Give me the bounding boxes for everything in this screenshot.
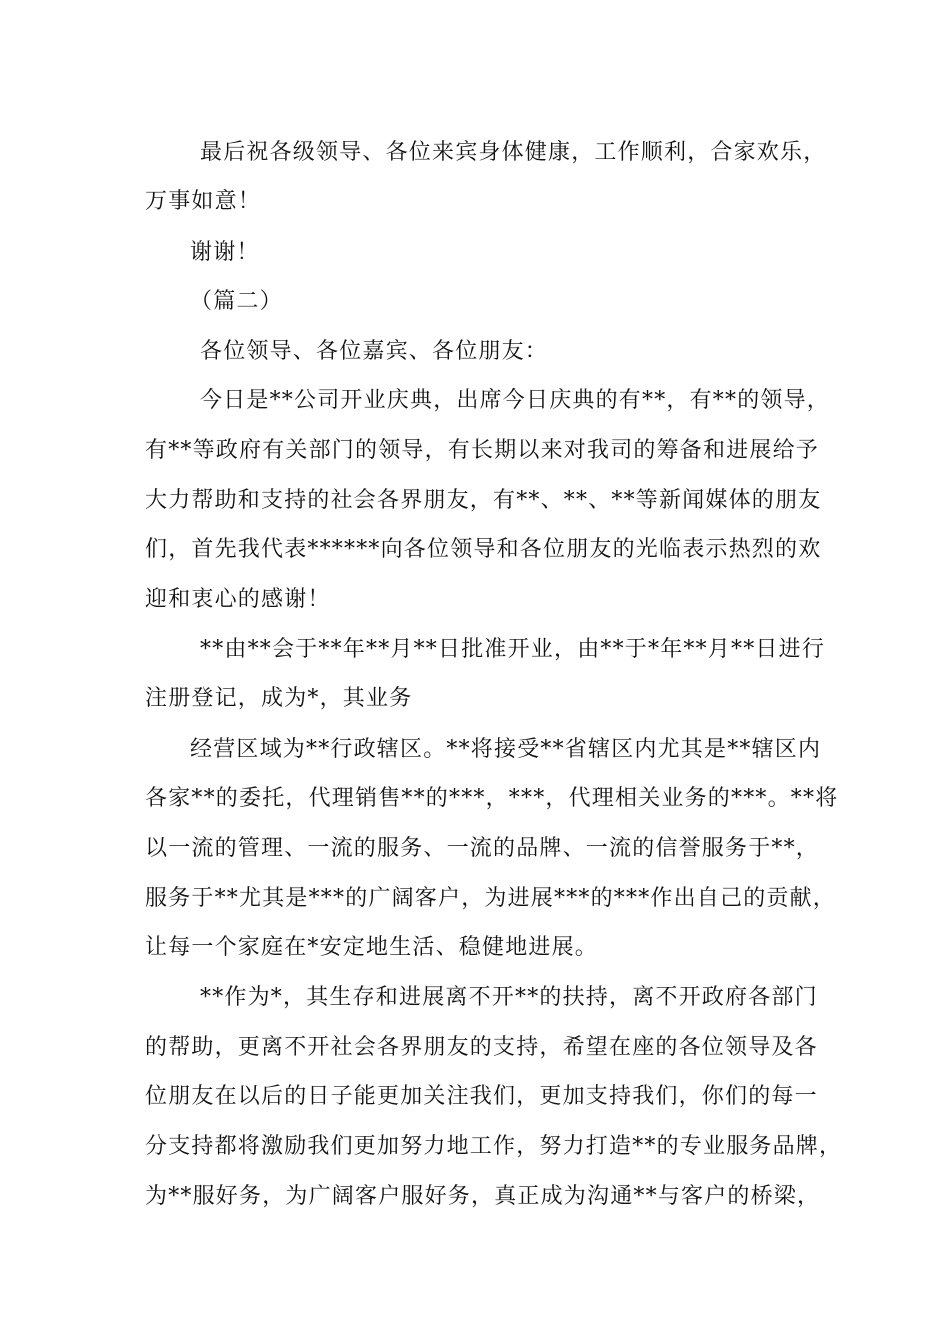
salutation: 各位领导、各位嘉宾、各位朋友： — [200, 339, 549, 364]
text-line-11: **由**会于**年**月**日批准开业，由**于*年**月**日进行 — [200, 637, 826, 662]
text-line-15: 以一流的管理、一流的服务、一流的品牌、一流的信誉服务于**， — [145, 836, 820, 861]
text-line-12: 注册登记，成为*，其业务 — [145, 686, 413, 711]
text-line-14: 各家**的委托，代理销售**的***，***，代理相关业务的***。**将 — [145, 786, 839, 811]
text-line-2: 万事如意！ — [145, 189, 262, 214]
text-line-9: 们，首先我代表******向各位领导和各位朋友的光临表示热烈的欢 — [145, 537, 822, 562]
text-line-6: 今日是**公司开业庆典，出席今日庆典的有**，有**的领导， — [200, 388, 831, 413]
text-line-18: **作为*，其生存和进展离不开**的扶持，离不开政府各部门 — [200, 985, 818, 1010]
text-line-17: 让每一个家庭在*安定地生活、稳健地进展。 — [145, 935, 599, 960]
section-heading: （篇二） — [190, 289, 283, 314]
text-line-16: 服务于**尤其是***的广阔客户，为进展***的***作出自己的贡献， — [145, 886, 837, 911]
text-line-8: 大力帮助和支持的社会各界朋友，有**、**、**等新闻媒体的朋友 — [145, 488, 822, 513]
text-line-21: 分支持都将激励我们更加努力地工作，努力打造**的专业服务品牌， — [145, 1134, 843, 1159]
text-line-1: 最后祝各级领导、各位来宾身体健康，工作顺利，合家欢乐， — [200, 140, 827, 165]
text-line-13: 经营区域为**行政辖区。**将接受**省辖区内尤其是**辖区内 — [190, 737, 822, 762]
text-line-3: 谢谢！ — [190, 240, 260, 265]
text-line-7: 有**等政府有关部门的领导，有长期以来对我司的筹备和进展给予 — [145, 438, 820, 463]
text-line-22: 为**服好务，为广阔客户服好务，真正成为沟通**与客户的桥梁， — [145, 1184, 821, 1209]
text-line-19: 的帮助，更离不开社会各界朋友的支持，希望在座的各位领导及各 — [145, 1035, 818, 1060]
text-line-10: 迎和衷心的感谢！ — [145, 587, 331, 612]
text-line-20: 位朋友在以后的日子能更加关注我们，更加支持我们，你们的每一 — [145, 1084, 818, 1109]
